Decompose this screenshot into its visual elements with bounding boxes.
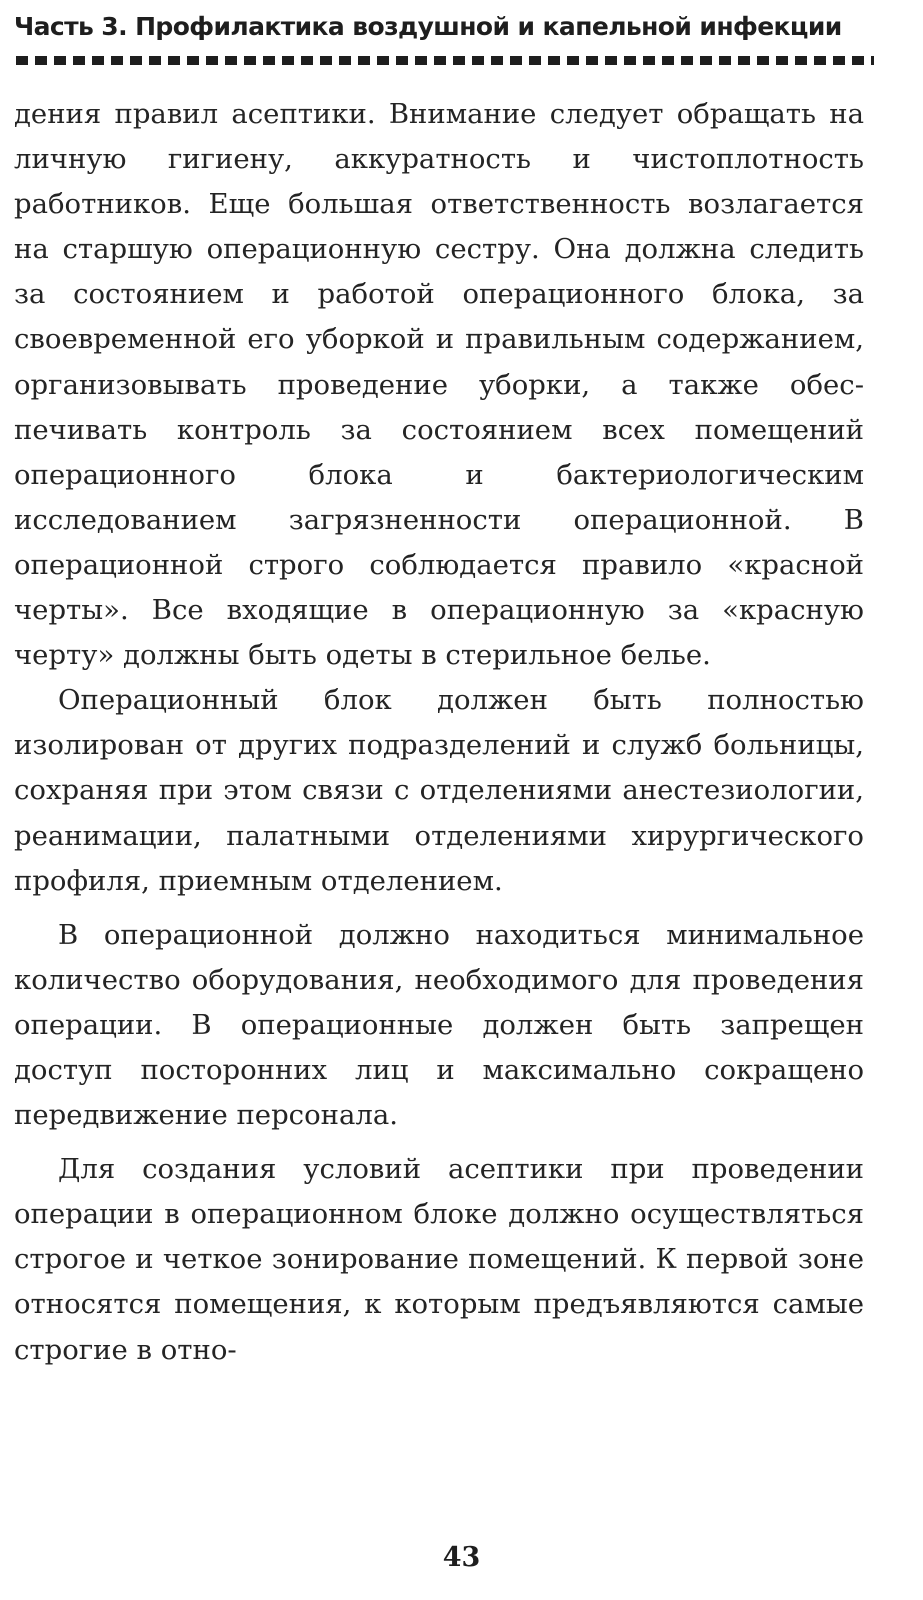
running-header: Часть 3. Профилактика воздушной и капельной инфекции [14, 12, 842, 41]
header-dashed-rule [16, 56, 874, 65]
body-text [14, 92, 864, 1373]
paragraph-3: В операционной должно находиться минимальное количество оборудования, необходимого для проведения операции. В операционные должен быть запрещен доступ посторонних лиц и максимально сокращено передвижение персонала. [14, 918, 864, 1132]
paragraph-1: дения правил асептики. Внимание следует обращать на личную гигиену, аккуратность и чистоплотность работников. Еще большая ответственность возлагается на старшую операционную сестру. Она должна следить за состоянием и работой операционного блока, за своевременной его уборкой и правильным содержанием, организовывать проведение уборки, а также обеспечивать контроль за состоянием всех помещений операционного блока и бактериологическим исследованием загрязненности операционной. В операционной строго соблюдается правило «красной черты». Все входящие в операционную за «красную черту» должны быть одеты в стерильное белье. [14, 98, 864, 672]
paragraph-4: Для создания условий асептики при проведении операции в операционном блоке должно осуществляться строгое и четкое зонирование помещений. К первой зоне относятся помещения, к которым предъявляются самые строгие в отно- [14, 1153, 864, 1366]
page-number: 43 [442, 1542, 481, 1573]
paragraph-2: Операционный блок должен быть полностью изолирован от других подразделений и служб больницы, сохраняя при этом связи с отделениями анестезиологии, реанимации, палатными отделениями хирургического профиля, приемным отделением. [14, 684, 864, 897]
